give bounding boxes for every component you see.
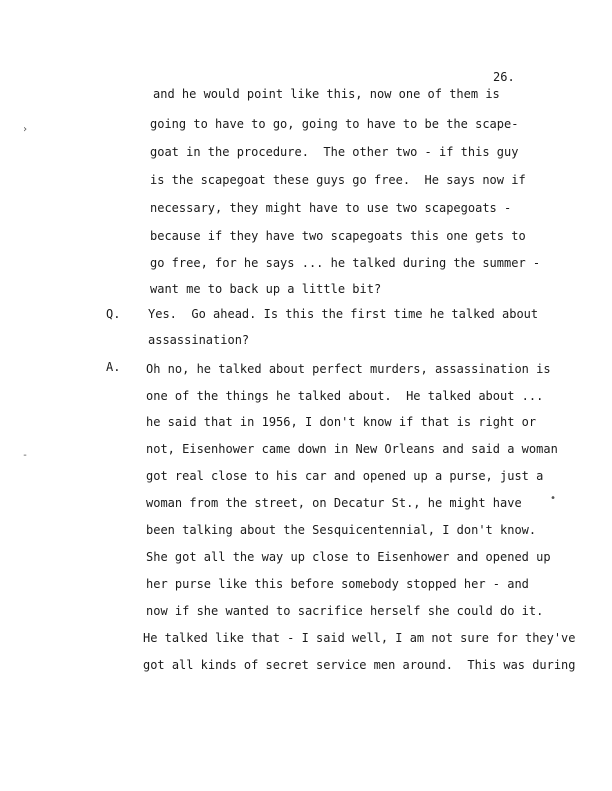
text-line-10: assassination? xyxy=(148,333,250,347)
speaker-label-a: A. xyxy=(106,360,121,374)
text-line-21: He talked like that - I said well, I am not sure for they've xyxy=(143,631,576,645)
text-line-7: go free, for he says ... he talked during the summer - xyxy=(150,256,541,270)
text-line-16: woman from the street, on Decatur St., he might have xyxy=(146,496,522,510)
text-line-5: necessary, they might have to use two scapegoats - xyxy=(150,201,512,215)
text-line-14: not, Eisenhower came down in New Orleans and said a woman xyxy=(146,442,558,456)
text-line-4: is the scapegoat these guys go free. He says now if xyxy=(150,173,526,187)
scan-mark: • xyxy=(550,493,557,504)
text-line-20: now if she wanted to sacrifice herself she could do it. xyxy=(146,604,544,618)
scan-mark: › xyxy=(22,124,29,135)
text-line-2: going to have to go, going to have to be the scape- xyxy=(150,117,519,131)
text-line-19: her purse like this before somebody stopped her - and xyxy=(146,577,529,591)
text-line-3: goat in the procedure. The other two - if this guy xyxy=(150,145,519,159)
page-number: 26. xyxy=(493,70,515,84)
text-line-9: Yes. Go ahead. Is this the first time he talked about xyxy=(148,307,539,321)
text-line-15: got real close to his car and opened up a purse, just a xyxy=(146,469,544,483)
speaker-label-q: Q. xyxy=(106,307,121,321)
text-line-17: been talking about the Sesquicentennial, I don't know. xyxy=(146,523,537,537)
text-line-8: want me to back up a little bit? xyxy=(150,282,382,296)
text-line-12: one of the things he talked about. He talked about ... xyxy=(146,389,544,403)
scan-mark: - xyxy=(22,450,29,461)
text-line-13: he said that in 1956, I don't know if that is right or xyxy=(146,415,537,429)
text-line-11: Oh no, he talked about perfect murders, assassination is xyxy=(146,362,551,376)
text-line-1: and he would point like this, now one of them is xyxy=(153,87,500,101)
text-line-6: because if they have two scapegoats this one gets to xyxy=(150,229,526,243)
text-line-22: got all kinds of secret service men around. This was during xyxy=(143,658,576,672)
text-line-18: She got all the way up close to Eisenhower and opened up xyxy=(146,550,551,564)
